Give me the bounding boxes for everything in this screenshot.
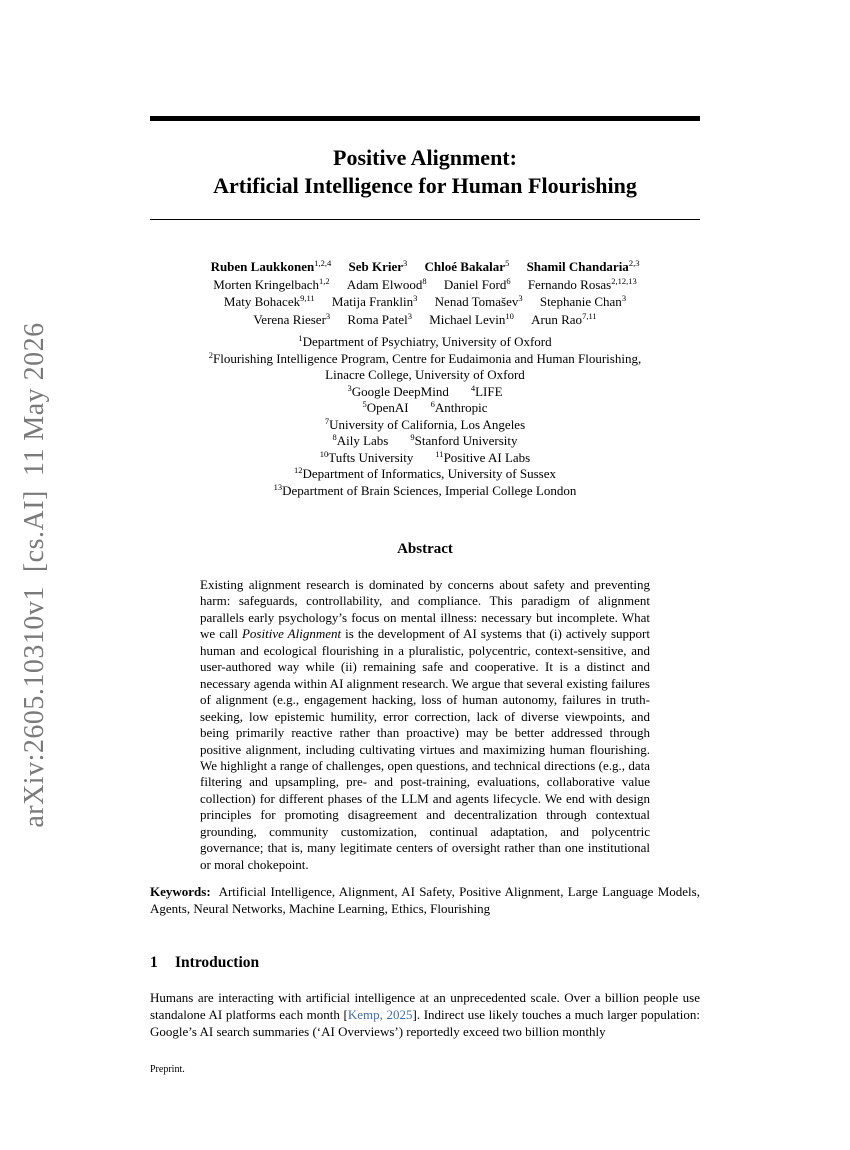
top-rule [150, 116, 700, 121]
arxiv-date: 11 May 2026 [19, 322, 50, 477]
arxiv-category: [cs.AI] [19, 490, 50, 573]
author: Maty Bohacek$^{9,11}$ [223, 293, 315, 309]
author: Morten Kringelbach$^{1,2}$ [213, 275, 330, 292]
intro-paragraph: Humans are interacting with artificial intelligence at an unprecedented scale. Over a billion people use standalone AI platforms each month [Kemp, 2025]. Indirect use likely touches a much larger population: Google’s AI search summaries (‘AI Overviews’) reportedly exceed two billion monthly [150, 990, 701, 1040]
arxiv-sidebar-stamp [4, 320, 66, 830]
affiliation-list [150, 334, 700, 499]
paper-title [150, 144, 700, 200]
keywords-label: Keywords: [150, 884, 211, 899]
author: Chloé Bakalar$^5$ [424, 258, 510, 274]
citation-link[interactable]: Kemp, 2025 [347, 1007, 413, 1023]
affiliation: $^3$Google DeepMind $^4$LIFE [347, 382, 503, 399]
author: Roma Patel$^3$ [347, 310, 412, 327]
affiliation: $^2$Flourishing Intelligence Program, Centre for Eudaimonia and Human Flourishing, [208, 349, 642, 366]
abstract-heading: Abstract [397, 541, 453, 557]
section-number: 1 [150, 954, 158, 971]
affiliation: $^1$Department of Psychiatry, University of Oxford [298, 333, 552, 349]
title-rule [150, 219, 700, 220]
author-list [150, 258, 700, 328]
section-heading [150, 954, 259, 972]
affiliation: $^8$Aily Labs $^9$Stanford University [332, 432, 518, 448]
author: Fernando Rosas$^{2,12,13}$ [527, 275, 637, 292]
affiliation: $^{10}$Tufts University $^{11}$Positive AI Labs [319, 448, 531, 465]
keywords [150, 884, 700, 917]
keywords-text: Artificial Intelligence, Alignment, AI Safety, Positive Alignment, Large Language Models, Agents, Neural Networks, Machine Learning, Ethics, Flourishing [150, 884, 700, 916]
arxiv-stamp-text [19, 322, 51, 827]
affiliation: $^{12}$Department of Informatics, University of Sussex [294, 465, 556, 481]
author: Ruben Laukkonen$^{1,2,4}$ [210, 258, 332, 274]
author: Michael Levin$^{10}$ [429, 310, 514, 327]
title-line-1: Positive Alignment: [333, 145, 517, 170]
title-line-2: Artificial Intelligence for Human Flourishing [213, 173, 637, 198]
author-row [150, 258, 700, 276]
author: Nenad Tomašev$^3$ [434, 293, 523, 309]
footer-note: Preprint. [150, 1064, 185, 1075]
author: Matija Franklin$^3$ [331, 293, 418, 309]
affiliation-continued: Linacre College, University of Oxford [325, 367, 525, 382]
arxiv-id: arXiv:2605.10310v1 [19, 586, 50, 828]
section-title: Introduction [175, 954, 260, 971]
author: Adam Elwood$^8$ [346, 275, 427, 292]
author-row [150, 293, 700, 311]
author-row [150, 276, 700, 294]
author: Stephanie Chan$^3$ [539, 293, 627, 309]
author: Daniel Ford$^6$ [443, 275, 511, 292]
author: Verena Rieser$^3$ [253, 310, 331, 327]
author-row [150, 311, 700, 329]
abstract-emphasis: Positive Alignment [241, 626, 342, 642]
affiliation: $^7$University of California, Los Angeles [324, 415, 526, 432]
abstract-body: Existing alignment research is dominated by concerns about safety and preventing harm: safeguards, controllability, and compliance. This paradigm of alignment parallels early psychology’s focus on mental illness: necessary but incomplete. What we call Positive Alignment is the development of AI systems that (i) actively support human and ecological flourishing in a pluralistic, polycentric, context-sensitive, and user-authored way while (ii) remaining safe and cooperative. It is a distinct and necessary agenda within AI alignment research. We argue that several existing failures of alignment (e.g., engagement hacking, loss of human autonomy, failures in truth-seeking, low epistemic humility, error correction, lack of diverse viewpoints, and being primarily reactive rather than proactive) may be better addressed through positive alignment, including cultivating virtues and maximizing human flourishing. We highlight a range of challenges, open questions, and technical directions (e.g., data filtering and upsampling, pre- and post-training, evaluations, collaborative value collection) for different phases of the LLM and agents lifecycle. We end with design principles for promoting disagreement and decentralization through contextual grounding, community customization, continual adaptation, and polycentric governance; that is, many legitimate centers of oversight rather than one institutional or moral chokepoint. [200, 577, 651, 872]
author: Seb Krier$^3$ [348, 258, 408, 274]
affiliation: $^{13}$Department of Brain Sciences, Imperial College London [273, 481, 577, 498]
author: Shamil Chandaria$^{2,3}$ [526, 258, 640, 274]
author: Arun Rao$^{7,11}$ [531, 310, 597, 327]
affiliation: $^5$OpenAI $^6$Anthropic [362, 399, 488, 415]
